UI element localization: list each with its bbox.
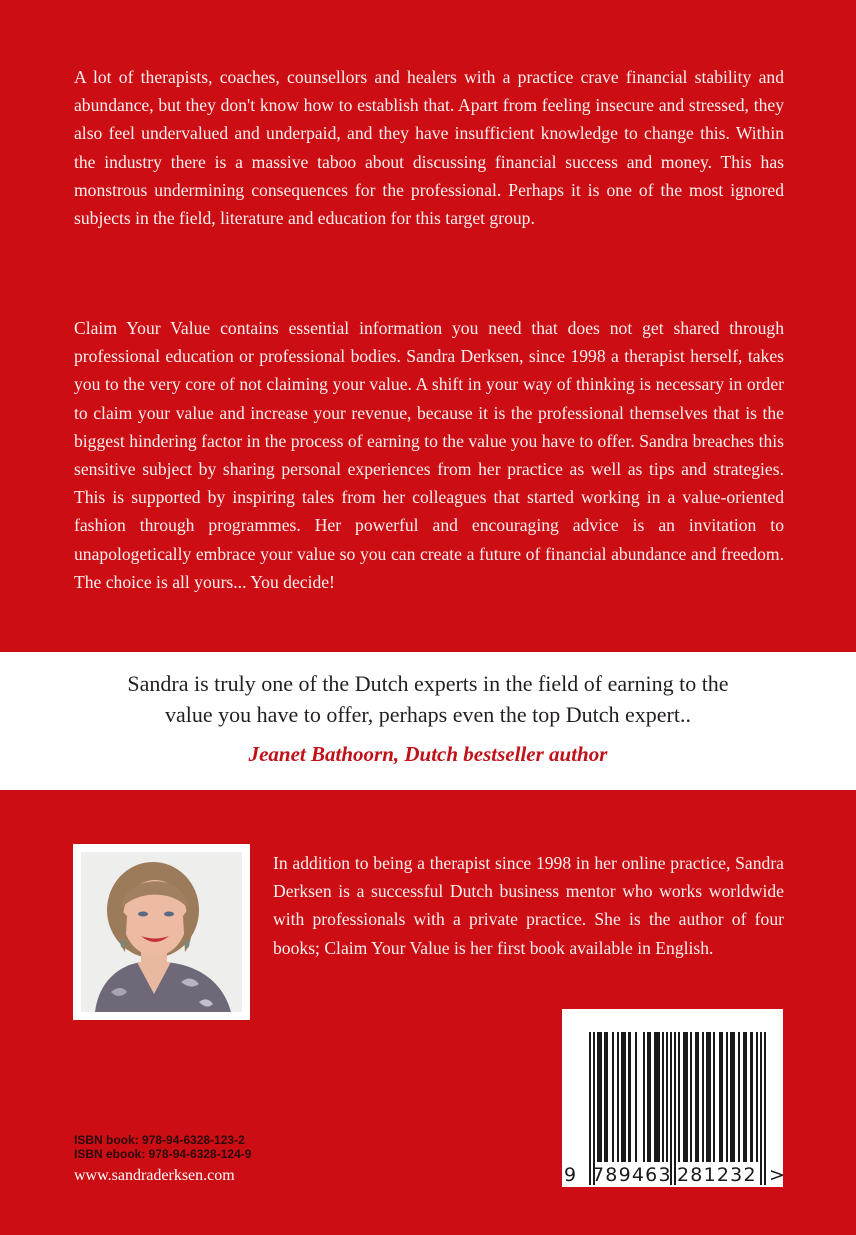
isbn-book: ISBN book: 978-94-6328-123-2	[74, 1133, 245, 1147]
barcode-right-group: 281232	[677, 1164, 757, 1186]
isbn-barcode	[562, 1009, 783, 1187]
barcode-arrow-icon: >	[769, 1164, 785, 1186]
testimonial-line-1: Sandra is truly one of the Dutch experts in the field of earning to the	[127, 671, 729, 696]
author-website-link[interactable]: www.sandraderksen.com	[74, 1167, 235, 1184]
barcode-bars-icon	[562, 1009, 783, 1187]
description-paragraph-1: A lot of therapists, coaches, counsellors and healers with a practice crave financial stability and abundance, but they don't know how to establish that. Apart from feeling insecure and stressed, they also feel undervalued and underpaid, and they have insufficient knowledge to change this. Within the industry there is a massive taboo about discussing financial success and money. This has monstrous undermining consequences for the professional. Perhaps it is one of the most ignored subjects in the field, literature and education for this target group.	[74, 67, 784, 229]
isbn-ebook: ISBN ebook: 978-94-6328-124-9	[74, 1147, 252, 1161]
barcode-digits	[562, 1163, 783, 1187]
description-paragraph-2: Claim Your Value contains essential information you need that does not get shared through professional education or professional bodies. Sandra Derksen, since 1998 a therapist herself, takes you to the very core of not claiming your value. A shift in your way of thinking is necessary in order to claim your value and increase your revenue, because it is the professional themselves that is the biggest hindering factor in the process of earning to the value you have to offer. Sandra breaches this sensitive subject by sharing personal experiences from her practice as well as tips and strategies. This is supported by inspiring tales from her colleagues that started working in a value-oriented fashion through programmes. Her powerful and encouraging advice is an invitation to unapologetically embrace your value so you can create a future of financial abundance and freedom. The choice is all yours... You decide!	[74, 318, 784, 592]
testimonial-attribution: Jeanet Bathoorn, Dutch bestseller author	[248, 742, 608, 766]
testimonial-band	[0, 652, 856, 790]
barcode-left-group: 789463	[592, 1164, 672, 1186]
author-photo	[81, 852, 242, 1012]
author-bio: In addition to being a therapist since 1998 in her online practice, Sandra Derksen is a successful Dutch business mentor who works worldwide with professionals with a private practice. She is the author of four books; Claim Your Value is her first book available in English.	[273, 853, 784, 958]
barcode-lead-digit: 9	[564, 1164, 577, 1186]
author-portrait-icon	[81, 852, 242, 1012]
testimonial-quote	[0, 668, 856, 730]
author-photo-frame	[73, 844, 250, 1020]
testimonial-line-2: value you have to offer, perhaps even the top Dutch expert..	[165, 702, 691, 727]
